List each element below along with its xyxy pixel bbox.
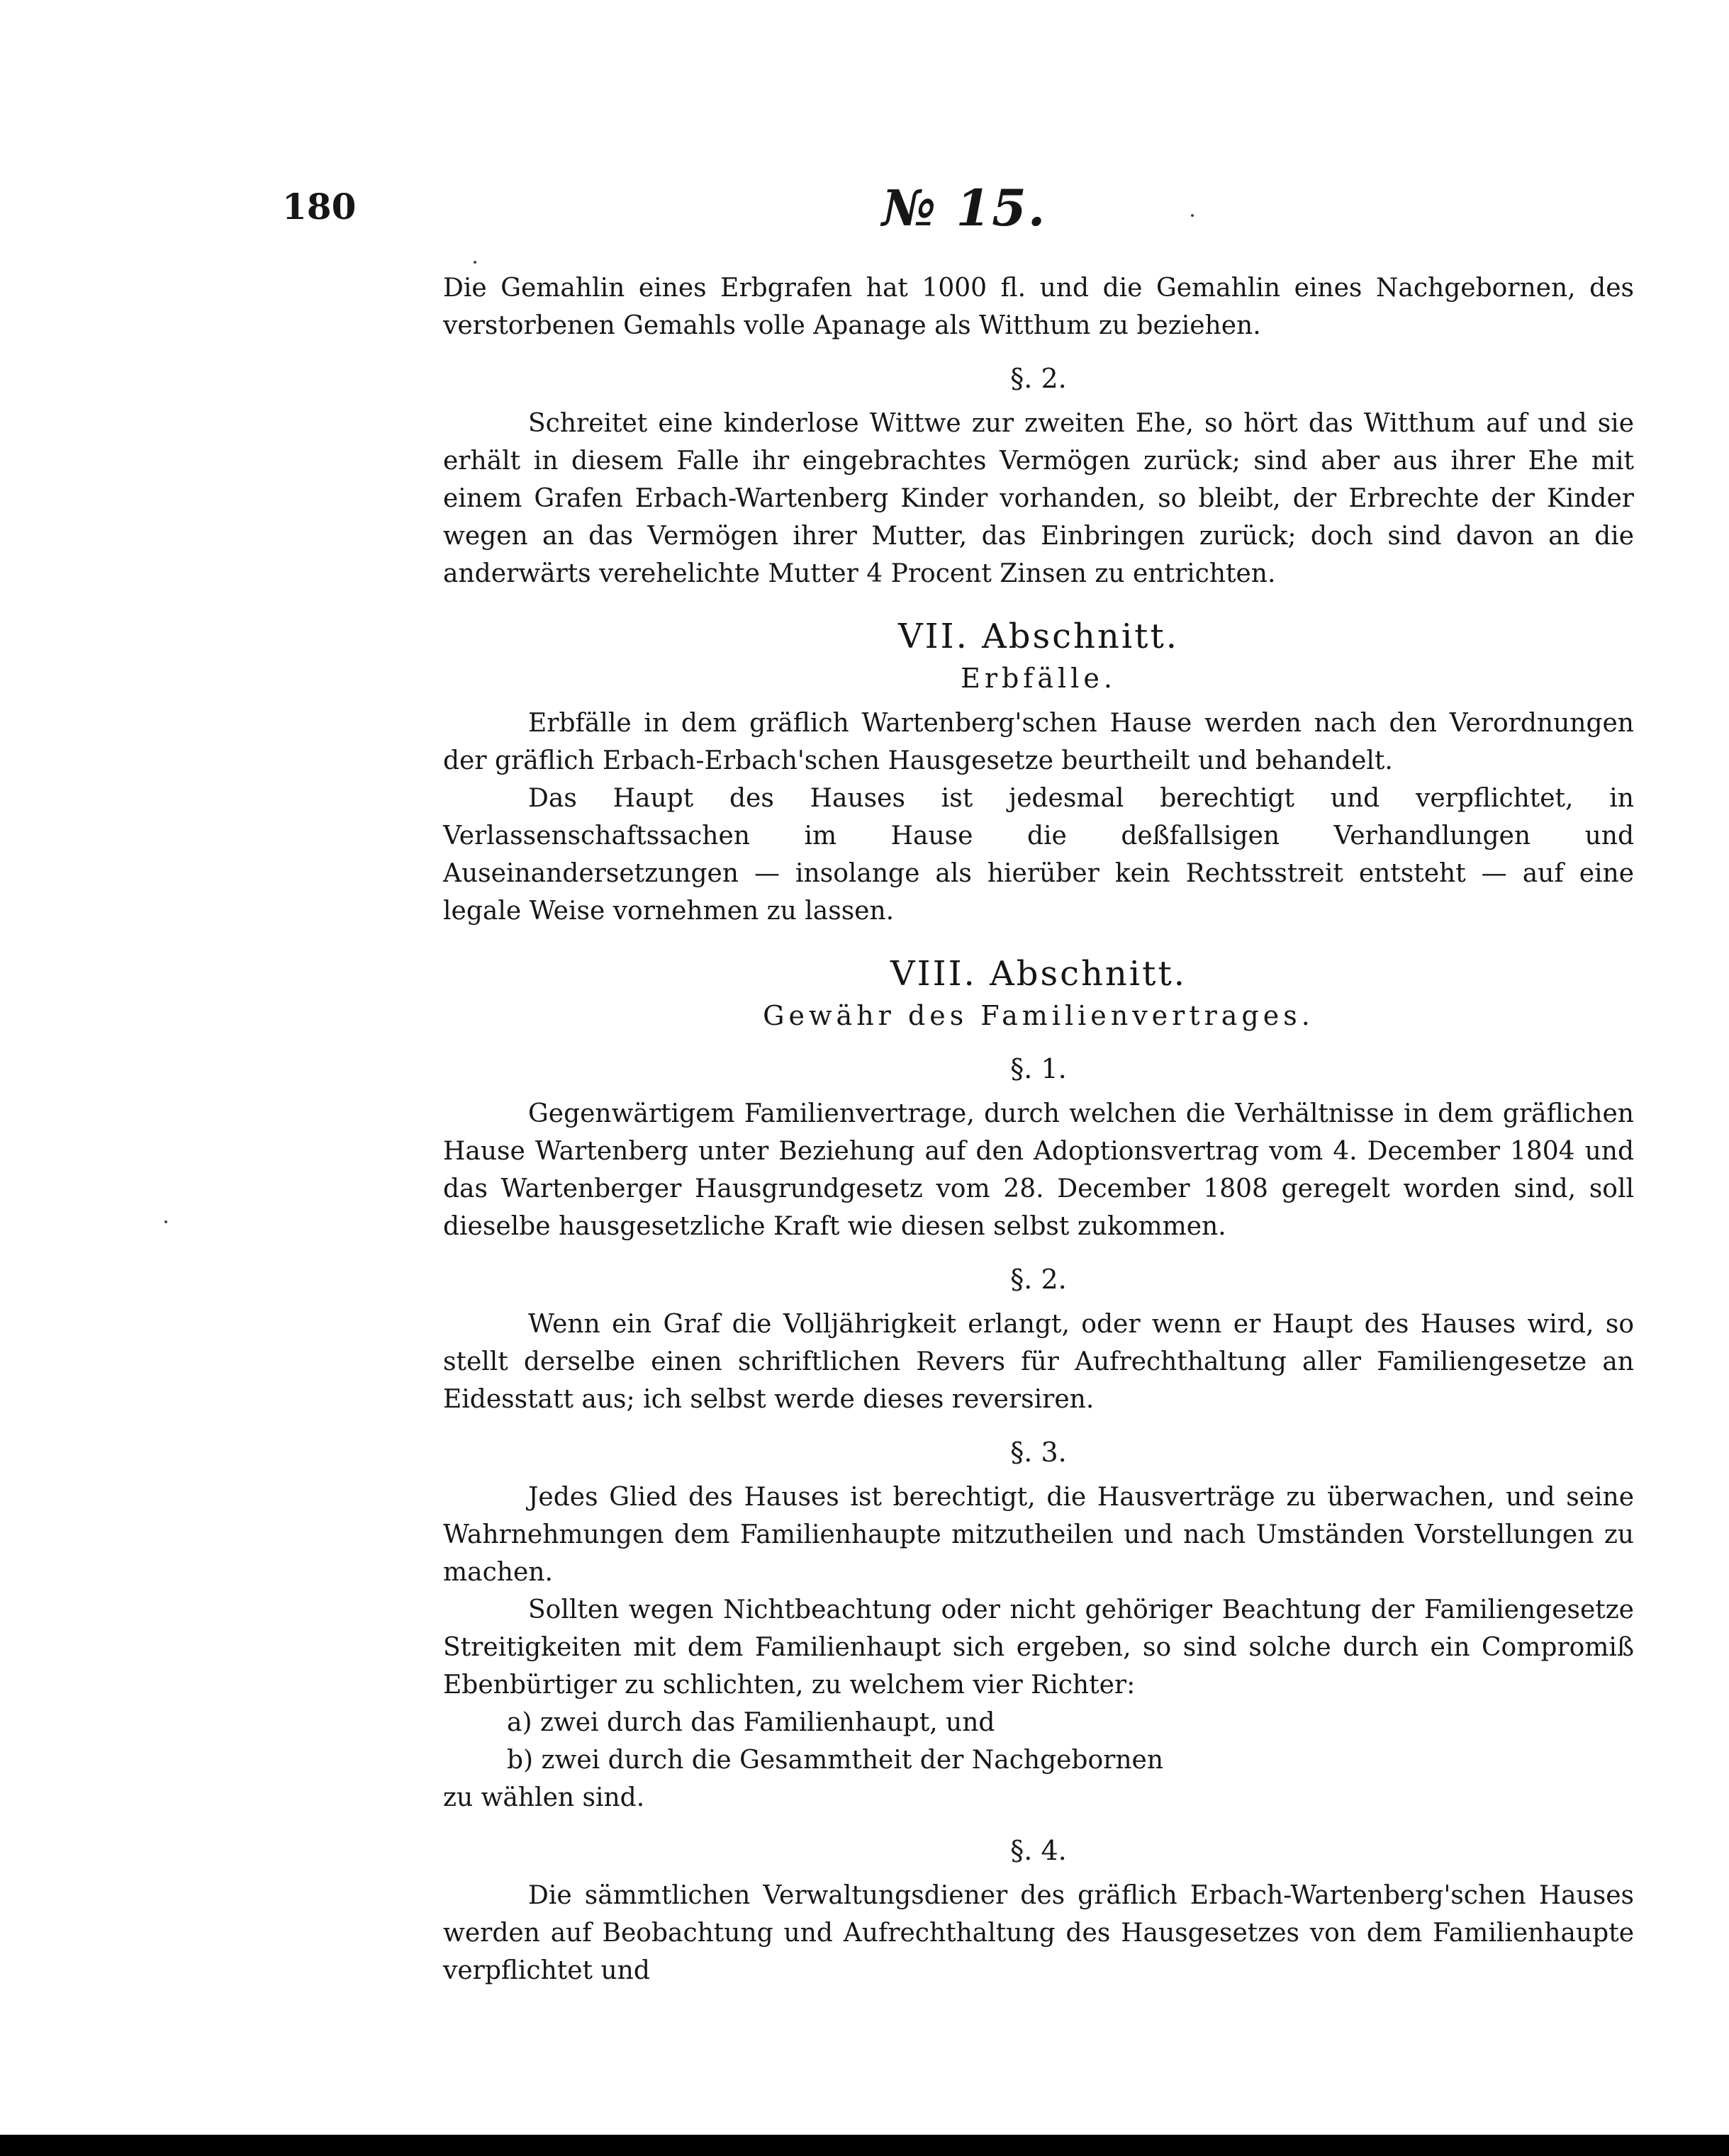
text-paragraph: Das Haupt des Hauses ist jedesmal berechtigt und verpflichtet, in Verlassenschaftssachen im Hause die deßfallsigen Verhandlungen und Auseinandersetzungen — insolange als hierüber kein Rechtsstreit entsteht — auf eine legale Weise vornehmen zu lassen. xyxy=(443,784,1634,926)
scan-speck xyxy=(474,261,476,264)
scan-speck xyxy=(164,1220,167,1223)
section-marker: §. 4. xyxy=(1010,1835,1067,1866)
section-marker: §. 1. xyxy=(1010,1053,1067,1084)
text-paragraph: Sollten wegen Nichtbeachtung oder nicht gehöriger Beachtung der Familiengesetze Streitigkeiten mit dem Familienhaupt sich ergeben, so sind solche durch ein Compromiß Ebenbürtiger zu schlichten, zu welchem vier Richter: xyxy=(443,1595,1634,1700)
text-paragraph: Wenn ein Graf die Volljährigkeit erlangt, oder wenn er Haupt des Hauses wird, so stellt derselbe einen schriftlichen Revers für Aufrechthaltung aller Familiengesetze an Eidesstatt aus; ich selbst werde dieses reversiren. xyxy=(443,1310,1634,1414)
list-item: b) zwei durch die Gesammtheit der Nachgebornen xyxy=(507,1746,1164,1775)
issue-number: № 15. xyxy=(882,179,1047,237)
scan-speck xyxy=(1191,214,1194,217)
text-paragraph: Die sämmtlichen Verwaltungsdiener des gräflich Erbach-Wartenberg'schen Hauses werden auf Beobachtung und Aufrechthaltung des Hausgesetzes von dem Familienhaupte verpflichtet und xyxy=(443,1881,1634,1985)
chapter-subheading: Gewähr des Familienvertrages. xyxy=(763,1000,1314,1031)
section-marker: §. 2. xyxy=(1010,363,1067,394)
chapter-subheading: Erbfälle. xyxy=(961,663,1117,694)
document-body xyxy=(443,269,1634,1989)
section-marker: §. 3. xyxy=(1010,1437,1067,1468)
chapter-heading: VII. Abschnitt. xyxy=(897,617,1180,656)
text-paragraph: Gegenwärtigem Familienvertrage, durch welchen die Verhältnisse in dem gräflichen Hause Wartenberg unter Beziehung auf den Adoptionsvertrag vom 4. December 1804 und das Wartenberger Hausgrundgesetz vom 28. December 1808 geregelt worden sind, soll dieselbe hausgesetzliche Kraft wie diesen selbst zukommen. xyxy=(443,1099,1634,1241)
scan-border xyxy=(0,2135,1729,2156)
text-paragraph: zu wählen sind. xyxy=(443,1783,645,1812)
section-marker: §. 2. xyxy=(1010,1264,1067,1295)
page-number: 180 xyxy=(282,186,357,228)
text-paragraph: Schreitet eine kinderlose Wittwe zur zweiten Ehe, so hört das Witthum auf und sie erhält in diesem Falle ihr eingebrachtes Vermögen zurück; sind aber aus ihrer Ehe mit einem Grafen Erbach-Wartenberg Kinder vorhanden, so bleibt, der Erbrechte der Kinder wegen an das Vermögen ihrer Mutter, das Einbringen zurück; doch sind davon an die anderwärts verehelichte Mutter 4 Procent Zinsen zu entrichten. xyxy=(443,409,1634,588)
list-item: a) zwei durch das Familienhaupt, und xyxy=(507,1708,995,1737)
chapter-heading: VIII. Abschnitt. xyxy=(890,954,1187,994)
text-paragraph: Jedes Glied des Hauses ist berechtigt, die Hausverträge zu überwachen, und seine Wahrnehmungen dem Familienhaupte mitzutheilen und nach Umständen Vorstellungen zu machen. xyxy=(443,1483,1634,1587)
text-paragraph: Die Gemahlin eines Erbgrafen hat 1000 fl. und die Gemahlin eines Nachgebornen, des verstorbenen Gemahls volle Apanage als Witthum zu beziehen. xyxy=(443,274,1634,340)
text-paragraph: Erbfälle in dem gräflich Wartenberg'schen Hause werden nach den Verordnungen der gräflich Erbach-Erbach'schen Hausgesetze beurtheilt und behandelt. xyxy=(443,709,1634,775)
